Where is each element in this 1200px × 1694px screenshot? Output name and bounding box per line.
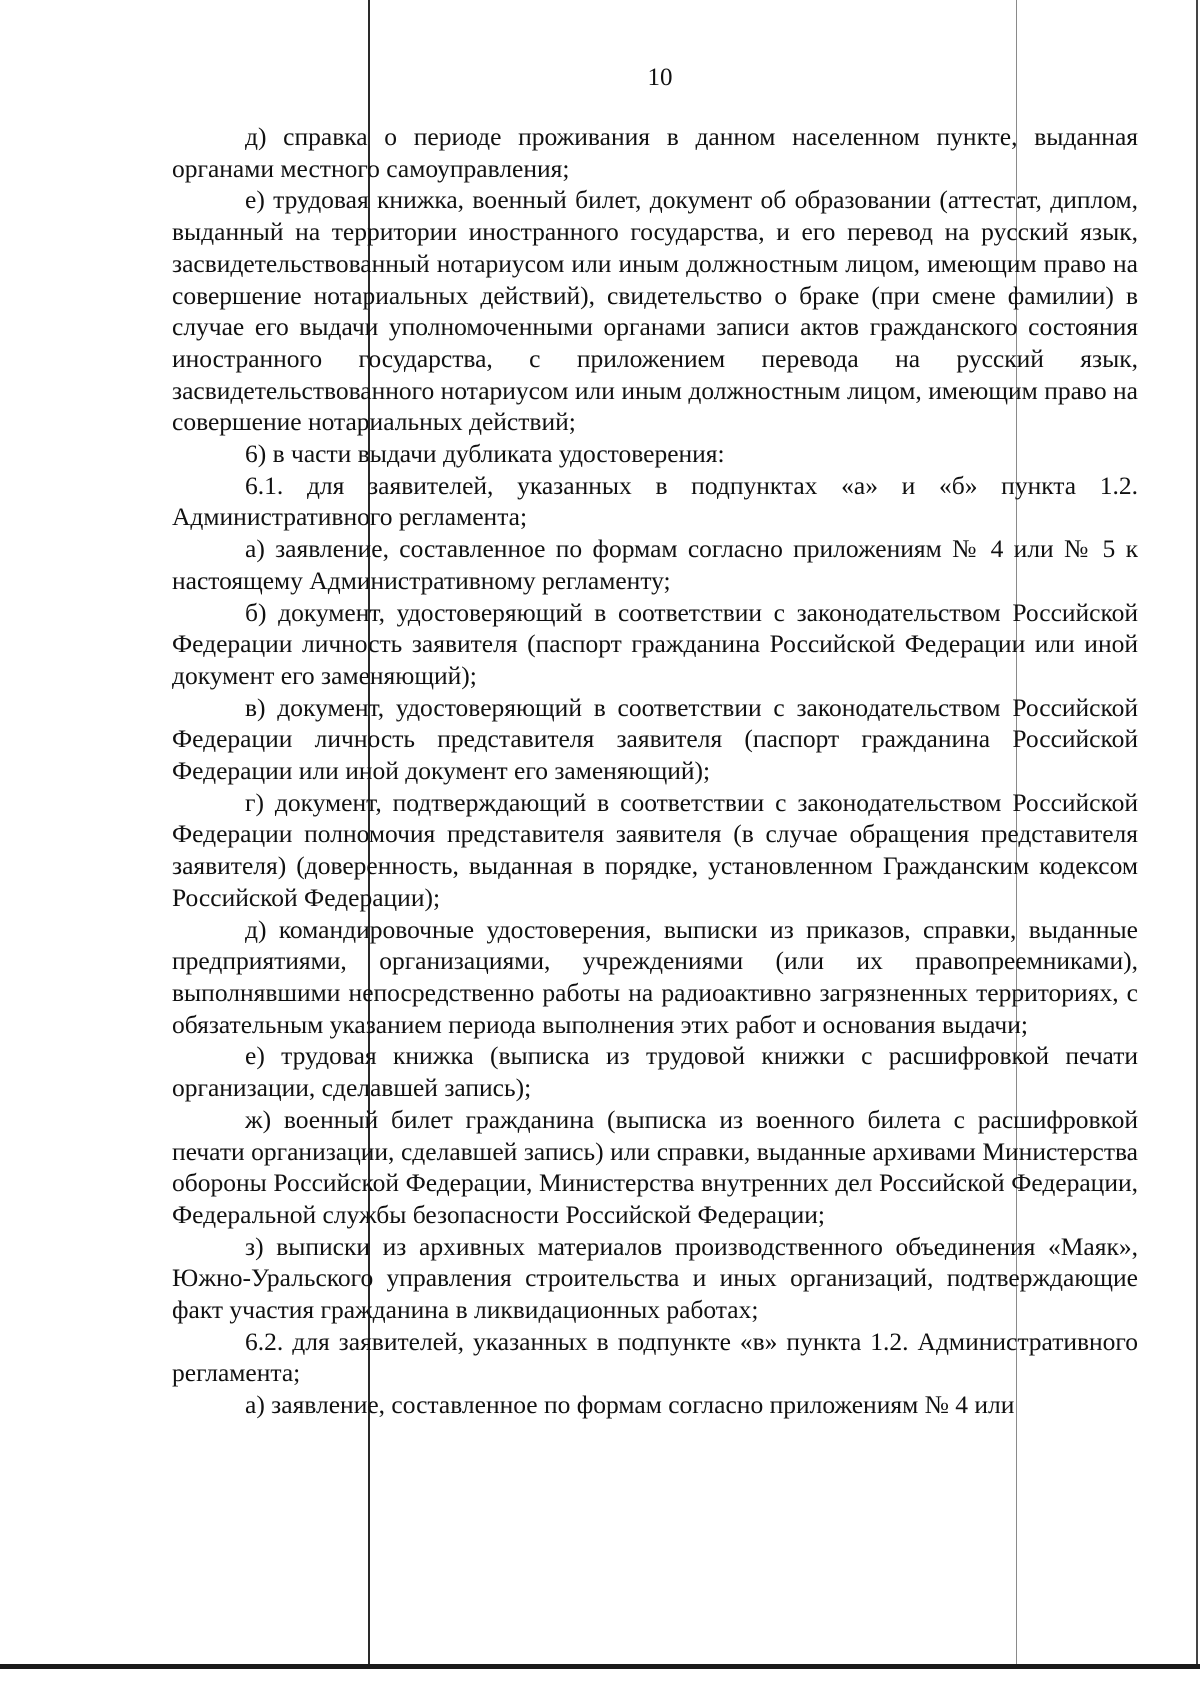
paragraph: е) трудовая книжка (выписка из трудовой книжки с расшифровкой печати организации, сделавшей запись);: [172, 1041, 1138, 1103]
paragraph: ж) военный билет гражданина (выписка из военного билета с расшифровкой печати организации, сделавшей запись) или справки, выданные архивами Министерства обороны Российской Федерации, Министерства внутренних дел Российской Федерации, Федеральной службы безопасности Российской Федерации;: [172, 1104, 1138, 1229]
scan-artifact-edge: [1196, 0, 1198, 1668]
paragraph: а) заявление, составленное по формам согласно приложениям № 4 или: [245, 1390, 1015, 1420]
paragraph: 6.1. для заявителей, указанных в подпунктах «а» и «б» пункта 1.2. Административного регламента;: [172, 470, 1138, 532]
paragraph: 6) в части выдачи дубликата удостоверения:: [245, 439, 725, 469]
paragraph: в) документ, удостоверяющий в соответствии с законодательством Российской Федерации личность представителя заявителя (паспорт гражданина Российской Федерации или иной документ его заменяющий);: [172, 692, 1138, 786]
paragraph: б) документ, удостоверяющий в соответствии с законодательством Российской Федерации личность заявителя (паспорт гражданина Российской Федерации или иной документ его заменяющий);: [172, 597, 1138, 690]
page-number: 10: [647, 64, 673, 91]
paragraph: д) командировочные удостоверения, выписки из приказов, справки, выданные предприятиями, организациями, учреждениями (или их правопреемниками), выполнявшими непосредственно работы на радиоактивно загрязненных территориях, с обязательным указанием периода выполнения этих работ и основания выдачи;: [172, 914, 1138, 1039]
paragraph: е) трудовая книжка, военный билет, документ об образовании (аттестат, диплом, выданный на территории иностранного государства, и его перевод на русский язык, засвидетельствованный нотариусом или иным должностным лицом, имеющим право на совершение нотариальных действий), свидетельство о браке (при смене фамилии) в случае его выдачи уполномоченными органами записи актов гражданского состояния иностранного государства, с приложением перевода на русский язык, засвидетельствованного нотариусом или иным должностным лицом, имеющим право на совершение нотариальных действий;: [172, 185, 1138, 437]
paragraph: г) документ, подтверждающий в соответствии с законодательством Российской Федерации полномочия представителя заявителя (в случае обращения представителя заявителя) (доверенность, выданная в порядке, установленном Гражданским кодексом Российской Федерации);: [172, 787, 1138, 912]
paragraph: з) выписки из архивных материалов производственного объединения «Маяк», Южно-Уральского управления строительства и иных организаций, подтверждающие факт участия гражданина в ликвидационных работах;: [172, 1231, 1138, 1325]
scan-artifact-bottom-edge: [0, 1664, 1200, 1669]
paragraph: 6.2. для заявителей, указанных в подпункте «в» пункта 1.2. Административного регламента;: [172, 1326, 1138, 1388]
paragraph: д) справка о периоде проживания в данном населенном пункте, выданная органами местного самоуправления;: [172, 122, 1138, 183]
paragraph: а) заявление, составленное по формам согласно приложениям № 4 или № 5 к настоящему Административному регламенту;: [172, 534, 1138, 595]
document-body: [172, 121, 1138, 1421]
